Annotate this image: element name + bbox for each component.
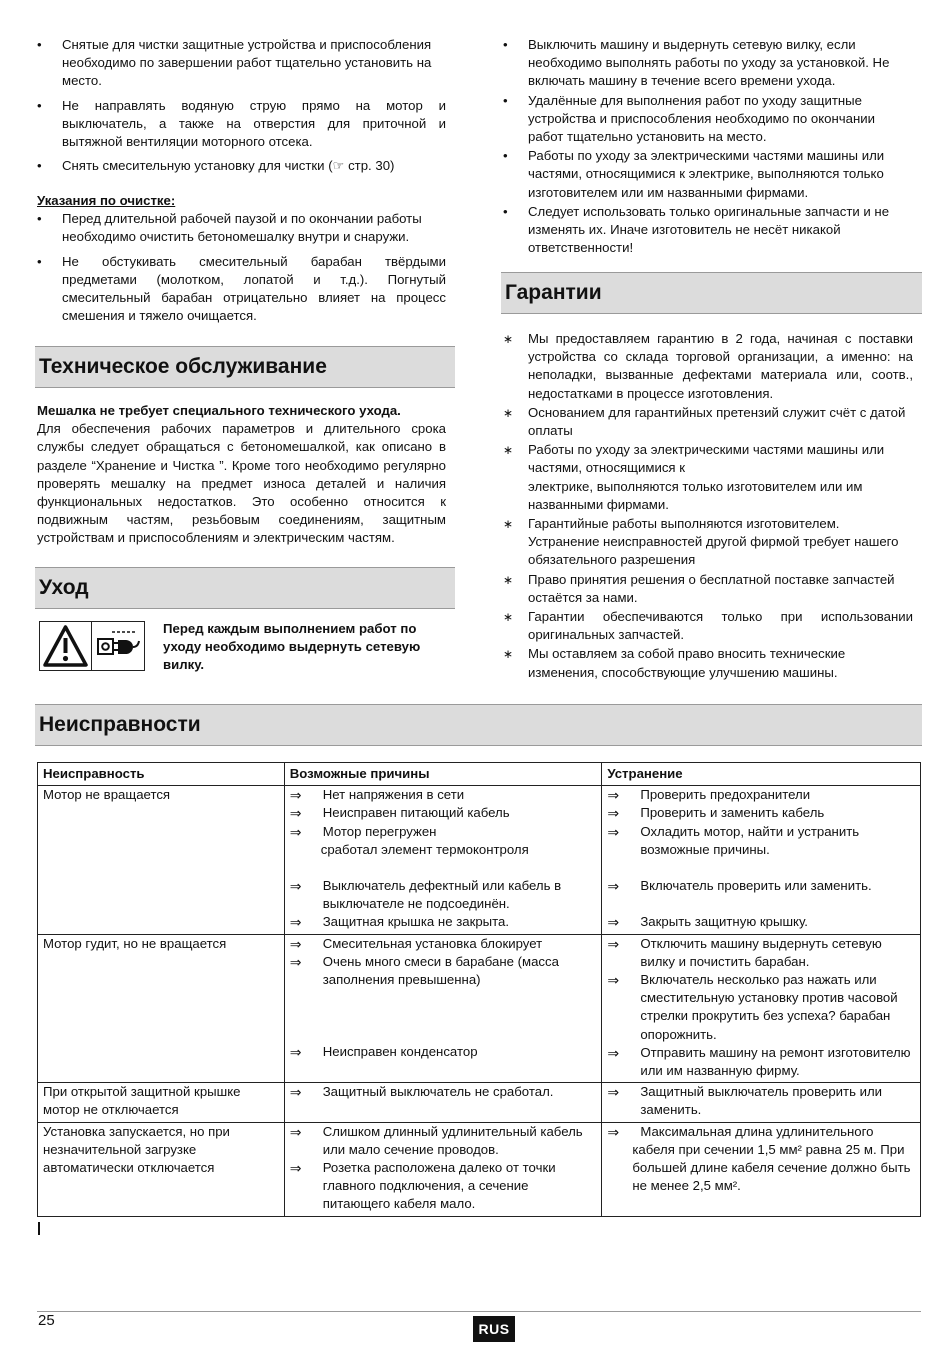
- fix-item: ⇒ Максимальная длина удлинительного: [607, 1123, 874, 1140]
- cause-item-continuation: сработал элемент термоконтроля: [320, 841, 529, 857]
- arrow-icon: ⇒: [607, 1044, 620, 1061]
- fix-item: ⇒ Проверить предохранители: [607, 787, 811, 804]
- faults-table: [37, 762, 921, 1217]
- left-column: [37, 36, 446, 181]
- bullet-icon: •: [503, 203, 508, 219]
- fix-item: ⇒ Включатель проверить или заменить.: [607, 878, 872, 895]
- arrow-icon: ⇒: [289, 935, 302, 952]
- fault-cell: Мотор гудит, но не вращается: [38, 934, 285, 1083]
- page-number: 25: [38, 1312, 55, 1329]
- fix-item: ⇒ Охладить мотор, найти и устранить возможные причины.: [607, 823, 860, 857]
- cause-item: ⇒ Неисправен питающий кабель: [289, 805, 510, 822]
- fixes-cell: [602, 1122, 921, 1216]
- fix-item: ⇒ Отключить машину выдернуть сетевую вилку и почистить барабан.: [607, 935, 882, 969]
- warranty-list: [503, 330, 913, 683]
- fixes-cell: [602, 786, 921, 934]
- column-header: Неисправность: [38, 763, 285, 786]
- unplug-icon: [92, 621, 145, 671]
- bullet-icon: •: [503, 92, 508, 108]
- list-item: • Удалённые для выполнения работ по уходу защитные устройства и приспособления необходимо по окончании работ тщательно установить на место.: [503, 92, 875, 145]
- right-column: [503, 36, 913, 258]
- star-icon: ∗: [503, 647, 514, 662]
- arrow-icon: ⇒: [607, 935, 620, 952]
- causes-cell: [284, 786, 602, 934]
- care-warning-text: Перед каждым выполнением работ по уходу необходимо выдернуть сетевую вилку.: [163, 621, 421, 673]
- warning-pictograms: [39, 621, 145, 671]
- cleaning-section: [37, 192, 446, 331]
- star-icon: ∗: [503, 572, 514, 587]
- arrow-icon: ⇒: [289, 953, 302, 970]
- arrow-icon: ⇒: [289, 805, 302, 822]
- arrow-icon: ⇒: [289, 1160, 302, 1177]
- faults-heading: Неисправности: [35, 704, 922, 746]
- list-item: ∗ Работы по уходу за электрическими частями машины или частями, относящимися к: [503, 442, 885, 476]
- bullet-icon: •: [37, 97, 42, 113]
- arrow-icon: ⇒: [289, 787, 302, 804]
- list-item: ∗ Гарантийные работы выполняются изготовителем. Устранение неисправностей другой фирмой требует нашего обязательного разрешения: [503, 516, 899, 568]
- list-item: • Не направлять водяную струю прямо на мотор и выключатель, а также на отверстия для приточной и вытяжной вентиляции моторного отсека.: [37, 97, 446, 150]
- bullet-icon: •: [37, 211, 42, 227]
- arrow-icon: ⇒: [607, 823, 620, 840]
- list-item: ∗ Мы оставляем за собой право вносить технические изменения, способствующие улучшению машины.: [503, 646, 846, 680]
- column-header: Возможные причины: [284, 763, 602, 786]
- arrow-icon: ⇒: [607, 878, 620, 895]
- bullet-icon: •: [37, 158, 42, 174]
- cause-item: ⇒ Защитный выключатель не сработал.: [289, 1084, 554, 1101]
- care-heading: Уход: [35, 567, 455, 609]
- cause-item: ⇒ Смесительная установка блокирует: [289, 935, 543, 952]
- arrow-icon: ⇒: [289, 878, 302, 895]
- arrow-icon: ⇒: [607, 1123, 620, 1140]
- arrow-icon: ⇒: [289, 914, 302, 931]
- arrow-icon: ⇒: [289, 1044, 302, 1061]
- fault-cell: Мотор не вращается: [38, 786, 285, 934]
- arrow-icon: ⇒: [289, 1123, 302, 1140]
- language-badge: RUS: [473, 1316, 515, 1342]
- list-item: ∗ Гарантии обеспечиваются только при использовании оригинальных запчастей.: [503, 609, 913, 643]
- star-icon: ∗: [503, 443, 514, 458]
- causes-cell: [284, 1122, 602, 1216]
- maintenance-section: [37, 402, 446, 548]
- list-item-continuation: электрике, выполняются только изготовителем или им названными фирмами.: [528, 478, 863, 512]
- warning-triangle-icon: [39, 621, 92, 671]
- cause-item: ⇒ Очень много смеси в барабане (масса заполнения превышенна): [289, 953, 559, 988]
- arrow-icon: ⇒: [289, 1084, 302, 1101]
- list-item: ∗ Основанием для гарантийных претензий служит счёт с датой оплаты: [503, 404, 906, 439]
- maintenance-bold: Мешалка не требует специального технического ухода.: [37, 403, 401, 418]
- fix-item: ⇒ Включатель несколько раз нажать или сместительную установку против часовой стрелки прокрутить без успеха? барабан опорожнить.: [607, 972, 898, 1042]
- cause-item: ⇒ Слишком длинный удлинительный кабель или мало сечение проводов.: [289, 1123, 583, 1157]
- star-icon: ∗: [503, 517, 514, 532]
- fix-item: ⇒ Проверить и заменить кабель: [607, 805, 825, 822]
- footer-divider: [37, 1311, 921, 1312]
- list-item: ∗ Мы предоставляем гарантию в 2 года, начиная с поставки устройства со склада торговой организации, а именно: на неполадки, вызванные дефектами материала или, соотв., недостатками в процессе изготовления.: [503, 331, 913, 401]
- cause-item: ⇒ Выключатель дефектный или кабель в выключателе не подсоединён.: [289, 878, 562, 912]
- bullet-icon: •: [503, 37, 508, 52]
- bullet-icon: •: [37, 37, 42, 52]
- fix-item: ⇒ Отправить машину на ремонт изготовителю или им названную фирму.: [607, 1044, 911, 1079]
- table-row: [38, 934, 921, 1083]
- cause-item: ⇒ Нет напряжения в сети: [289, 787, 465, 804]
- list-item: • Выключить машину и выдернуть сетевую вилку, если необходимо выполнять работы по уходу за установкой. Не включать машину в течение всего времени ухода.: [503, 37, 890, 89]
- arrow-icon: ⇒: [289, 823, 302, 840]
- star-icon: ∗: [503, 332, 514, 346]
- arrow-icon: ⇒: [607, 787, 620, 804]
- fix-item: ⇒ Закрыть защитную крышку.: [607, 914, 808, 931]
- list-item: • Не обстукивать смесительный барабан твёрдыми предметами (молотком, лопатой и т.д.). Погнутый смесительный барабан отрицательно влияет на процесс смешения и тяжело очищается.: [37, 253, 446, 324]
- star-icon: ∗: [503, 610, 514, 625]
- list-item: • Работы по уходу за электрическими частями машины или частями, относящимися к электрике, выполняются только изготовителем или им названными фирмами.: [503, 148, 885, 200]
- fix-item-continuation: кабеля при сечении 1,5 мм² равна 25 м. При большей длине кабеля сечение должно быть не менее 2,5 мм².: [632, 1141, 911, 1194]
- table-row: [38, 786, 921, 934]
- maintenance-heading: Техническое обслуживание: [35, 346, 455, 388]
- table-header-row: [38, 763, 921, 786]
- list-item: • Перед длительной рабочей паузой и по окончании работы необходимо очистить бетономешалку внутри и снаружи.: [37, 211, 422, 245]
- fault-cell: Установка запускается, но при незначительной загрузке автоматически отключается: [38, 1122, 285, 1216]
- cause-item: ⇒ Мотор перегружен: [289, 823, 437, 840]
- list-item: • Снятые для чистки защитные устройства и приспособления необходимо по завершении работ тщательно установить на место.: [37, 37, 432, 89]
- arrow-icon: ⇒: [607, 805, 620, 822]
- table-row: [38, 1122, 921, 1216]
- list-item: • Следует использовать только оригинальные запчасти и не изменять их. Иначе изготовитель не несёт никакой ответственности!: [503, 203, 890, 256]
- bullet-icon: •: [503, 148, 508, 164]
- list-item: ∗ Право принятия решения о бесплатной поставке запчастей остаётся за нами.: [503, 571, 895, 605]
- arrow-icon: ⇒: [607, 1084, 620, 1101]
- fixes-cell: [602, 934, 921, 1083]
- list-item: • Снять смесительную установку для чистки (☞ стр. 30): [37, 157, 446, 175]
- fixes-cell: [602, 1083, 921, 1122]
- cause-item: ⇒ Неисправен конденсатор: [289, 1044, 478, 1061]
- table-row: [38, 1083, 921, 1122]
- cleaning-heading: Указания по очистке:: [37, 193, 176, 208]
- arrow-icon: ⇒: [607, 972, 620, 989]
- causes-cell: [284, 934, 602, 1083]
- fault-cell: При открытой защитной крышке мотор не отключается: [38, 1083, 285, 1122]
- causes-cell: [284, 1083, 602, 1122]
- arrow-icon: ⇒: [607, 914, 620, 931]
- star-icon: ∗: [503, 405, 514, 420]
- warranty-heading: Гарантии: [501, 272, 922, 314]
- maintenance-text: Для обеспечения рабочих параметров и длительного срока службы следует обращаться с бетономешалкой, как описано в разделе “Хранение и Чистка ”. Кроме того необходимо регулярно проверять мешалку на предмет износа деталей и наличия функциональных недостатков. Это особенно относится к подвижным частям, резьбовым соединениям, защитным устройствам и приспособлениям и электрическим частям.: [37, 421, 446, 546]
- fix-item: ⇒ Защитный выключатель проверить или заменить.: [607, 1084, 883, 1118]
- text-cursor-mark: [38, 1222, 40, 1235]
- cause-item: ⇒ Защитная крышка не закрыта.: [289, 914, 510, 931]
- bullet-icon: •: [37, 253, 42, 269]
- column-header: Устранение: [602, 763, 921, 786]
- cause-item: ⇒ Розетка расположена далеко от точки главного подключения, а сечение питающего кабеля мало.: [289, 1160, 556, 1212]
